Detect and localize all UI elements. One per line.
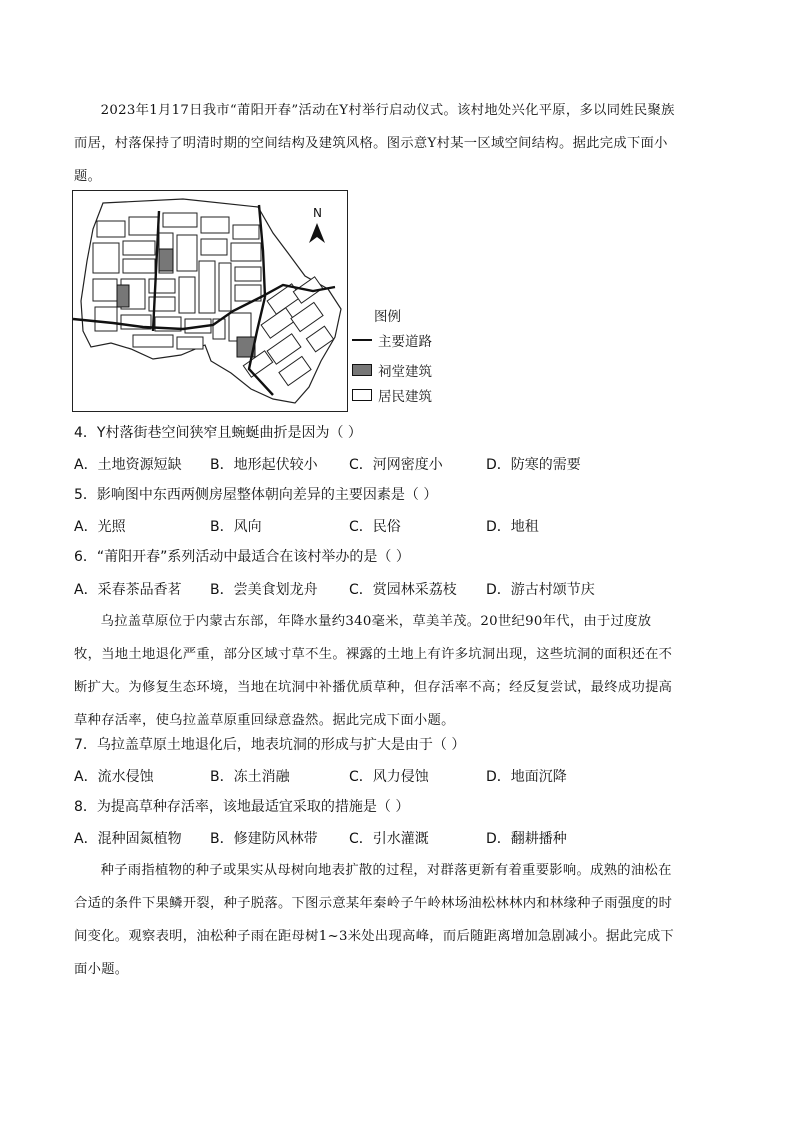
option-b[interactable]: B．修建防风林带 bbox=[210, 831, 318, 847]
option-d[interactable]: D．翻耕播种 bbox=[486, 831, 567, 847]
option-d[interactable]: D．地租 bbox=[486, 519, 539, 535]
option-c[interactable]: C．河网密度小 bbox=[349, 457, 443, 473]
legend-item-temple bbox=[352, 360, 432, 380]
house-swatch-icon bbox=[352, 389, 372, 401]
option-d[interactable]: D．防寒的需要 bbox=[486, 457, 581, 473]
legend-item-road bbox=[352, 330, 432, 350]
option-b[interactable]: B．风向 bbox=[210, 519, 262, 535]
legend-item-house bbox=[352, 385, 432, 405]
question-6-options bbox=[74, 579, 694, 599]
option-b[interactable]: B．地形起伏较小 bbox=[210, 457, 318, 473]
option-c[interactable]: C．风力侵蚀 bbox=[349, 769, 429, 785]
legend-label: 居民建筑 bbox=[378, 389, 432, 405]
north-label: N bbox=[313, 206, 322, 220]
village-map-figure bbox=[72, 190, 348, 412]
option-c[interactable]: C．赏园林采荔枝 bbox=[349, 582, 457, 598]
option-d[interactable]: D．游古村颂节庆 bbox=[486, 582, 595, 598]
map-legend bbox=[352, 305, 462, 410]
village-map bbox=[73, 191, 347, 411]
passage-village: 2023年1月17日我市“莆阳开春”活动在Y村举行启动仪式。该村地处兴化平原，多以同姓民聚族而居，村落保持了明清时期的空间结构及建筑风格。图示意Y村某一区域空间结构。据此完成下面小题。 bbox=[74, 103, 675, 184]
option-a[interactable]: A．采春茶品香茗 bbox=[74, 582, 182, 598]
legend-title: 图例 bbox=[374, 309, 401, 325]
question-6: 6．“莆阳开春”系列活动中最适合在该村举办的是（ ） bbox=[74, 549, 410, 565]
question-7-options bbox=[74, 766, 694, 786]
question-5: 5．影响图中东西两侧房屋整体朝向差异的主要因素是（ ） bbox=[74, 487, 438, 503]
legend-label: 主要道路 bbox=[378, 334, 432, 350]
question-4-options bbox=[74, 454, 694, 474]
question-8: 8．为提高草种存活率，该地最适宜采取的措施是（ ） bbox=[74, 799, 410, 815]
option-a[interactable]: A．混种固氮植物 bbox=[74, 831, 182, 847]
question-5-options bbox=[74, 516, 694, 536]
option-b[interactable]: B．冻土消融 bbox=[210, 769, 290, 785]
option-a[interactable]: A．流水侵蚀 bbox=[74, 769, 154, 785]
road-line-icon bbox=[352, 339, 372, 341]
option-b[interactable]: B．尝美食划龙舟 bbox=[210, 582, 318, 598]
option-d[interactable]: D．地面沉降 bbox=[486, 769, 567, 785]
question-7: 7．乌拉盖草原土地退化后，地表坑洞的形成与扩大是由于（ ） bbox=[74, 737, 466, 753]
legend-label: 祠堂建筑 bbox=[378, 364, 432, 380]
option-c[interactable]: C．引水灌溉 bbox=[349, 831, 429, 847]
north-arrow-icon bbox=[309, 206, 325, 243]
option-a[interactable]: A．土地资源短缺 bbox=[74, 457, 182, 473]
passage-seed-rain: 种子雨指植物的种子或果实从母树向地表扩散的过程，对群落更新有着重要影响。成熟的油松在合适的条件下果鳞开裂，种子脱落。下图示意某年秦岭子午岭林场油松林林内和林缘种子雨强度的时间变化。观察表明，油松种子雨在距母树1~3米处出现高峰，而后随距离增加急剧减小。据此完成下面小题。 bbox=[74, 863, 675, 977]
question-8-options bbox=[74, 828, 694, 848]
option-c[interactable]: C．民俗 bbox=[349, 519, 401, 535]
temple-swatch-icon bbox=[352, 364, 372, 376]
option-a[interactable]: A．光照 bbox=[74, 519, 126, 535]
question-4: 4．Y村落街巷空间狭窄且蜿蜒曲折是因为（ ） bbox=[74, 425, 362, 441]
passage-grassland: 乌拉盖草原位于内蒙古东部，年降水量约340毫米，草美羊茂。20世纪90年代，由于过度放牧，当地土地退化严重，部分区域寸草不生。裸露的土地上有许多坑洞出现，这些坑洞的面积还在不断扩大。为修复生态环境，当地在坑洞中补播优质草种，但存活率不高；经反复尝试，最终成功提高草种存活率，使乌拉盖草原重回绿意盎然。据此完成下面小题。 bbox=[74, 614, 673, 728]
